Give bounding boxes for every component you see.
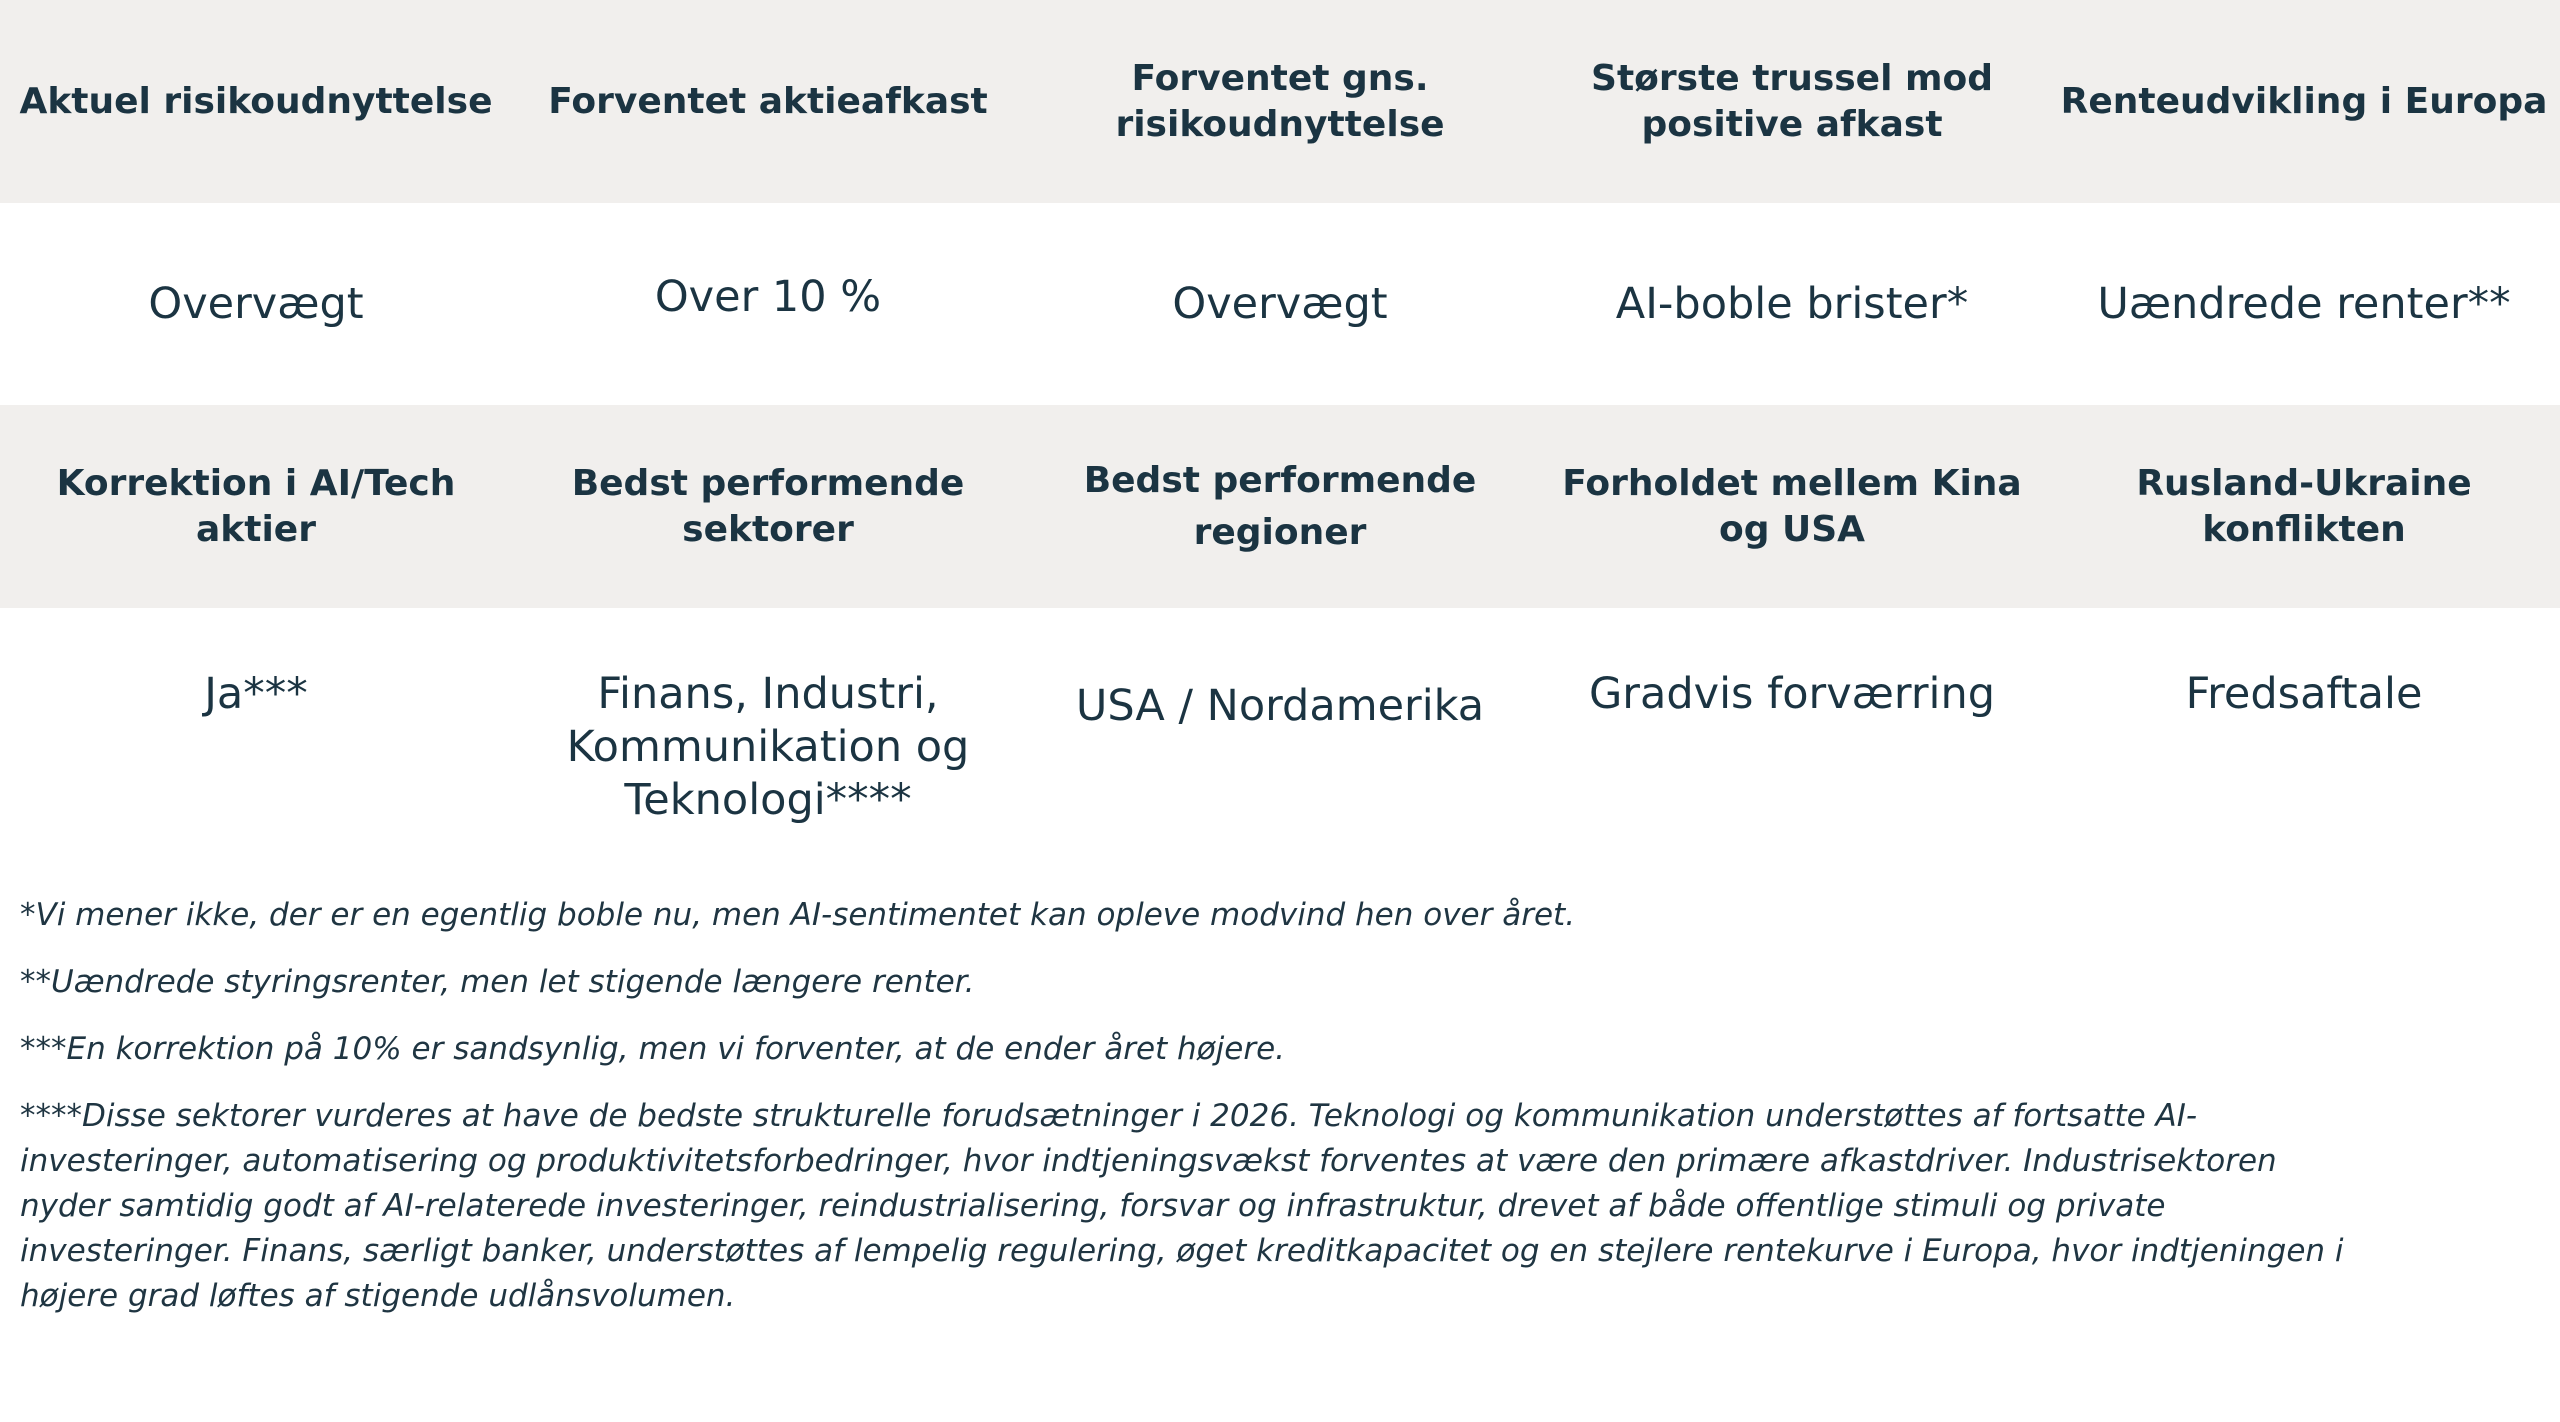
header-biggest-threat: Største trussel mod positive afkast (1591, 57, 1993, 145)
value-best-regions: USA / Nordamerika (1075, 681, 1485, 731)
row2-header-band (0, 405, 2560, 608)
footnote-2: **Uændrede styringsrenter, men let stigende længere renter. (20, 964, 975, 1000)
footnote-1: *Vi mener ikke, der er en egentlig boble nu, men AI-sentimentet kan opleve modvind hen over året. (20, 897, 1576, 933)
value-expected-avg-risk: Overvægt (1172, 278, 1388, 329)
row2-value-band (0, 608, 2560, 848)
value-expected-return: Over 10 % (654, 271, 882, 322)
header-china-usa: Forholdet mellem Kina og USA (1562, 462, 2022, 550)
row1-header-band (0, 0, 2560, 203)
header-expected-avg-risk: Forventet gns. risikoudnyttelse (1115, 57, 1445, 145)
header-ai-tech-correction: Korrektion i AI/Tech aktier (56, 462, 456, 550)
value-risk-utilization: Overvægt (148, 278, 364, 329)
header-best-sectors: Bedst performende sektorer (571, 462, 965, 550)
footnote-4: ****Disse sektorer vurderes at have de bedste strukturelle forudsætninger i 2026. Teknologi og kommunikation understøttes af fortsatte AI-investeringer, automatisering og produktivitetsforbedringer, hvor indtjeningsvækst forventes at være den primære afkastdriver. Industrisektoren nyder samtidig godt af AI-relaterede investeringer, reindustrialisering, forsvar og infrastruktur, drevet af både offentlige stimuli og private investeringer. Finans, særligt banker, understøttes af lempelig regulering, øget kreditkapacitet og en stejlere rentekurve i Europa, hvor indtjeningen i højere grad løftes af stigende udlånsvolumen. (20, 1098, 2344, 1314)
header-interest-rates-europe: Renteudvikling i Europa (2060, 80, 2548, 122)
footnotes (20, 893, 2350, 1341)
value-ai-tech-correction: Ja*** (204, 669, 308, 719)
value-best-sectors: Finans, Industri, Kommunikation og Teknologi**** (566, 669, 970, 825)
header-risk-utilization: Aktuel risikoudnyttelse (19, 80, 493, 122)
header-best-regions: Bedst performende regioner (1083, 459, 1477, 553)
value-biggest-threat: AI-boble brister* (1615, 278, 1969, 329)
value-russia-ukraine: Fredsaftale (2185, 669, 2423, 719)
value-china-usa: Gradvis forværring (1588, 669, 1995, 719)
footnote-3: ***En korrektion på 10% er sandsynlig, men vi forventer, at de ender året højere. (20, 1031, 1286, 1067)
row1-value-band (0, 203, 2560, 405)
value-interest-rates-europe: Uændrede renter** (2097, 278, 2511, 329)
header-expected-return: Forventet aktieafkast (548, 80, 988, 122)
header-russia-ukraine: Rusland-Ukraine konflikten (2136, 462, 2472, 550)
